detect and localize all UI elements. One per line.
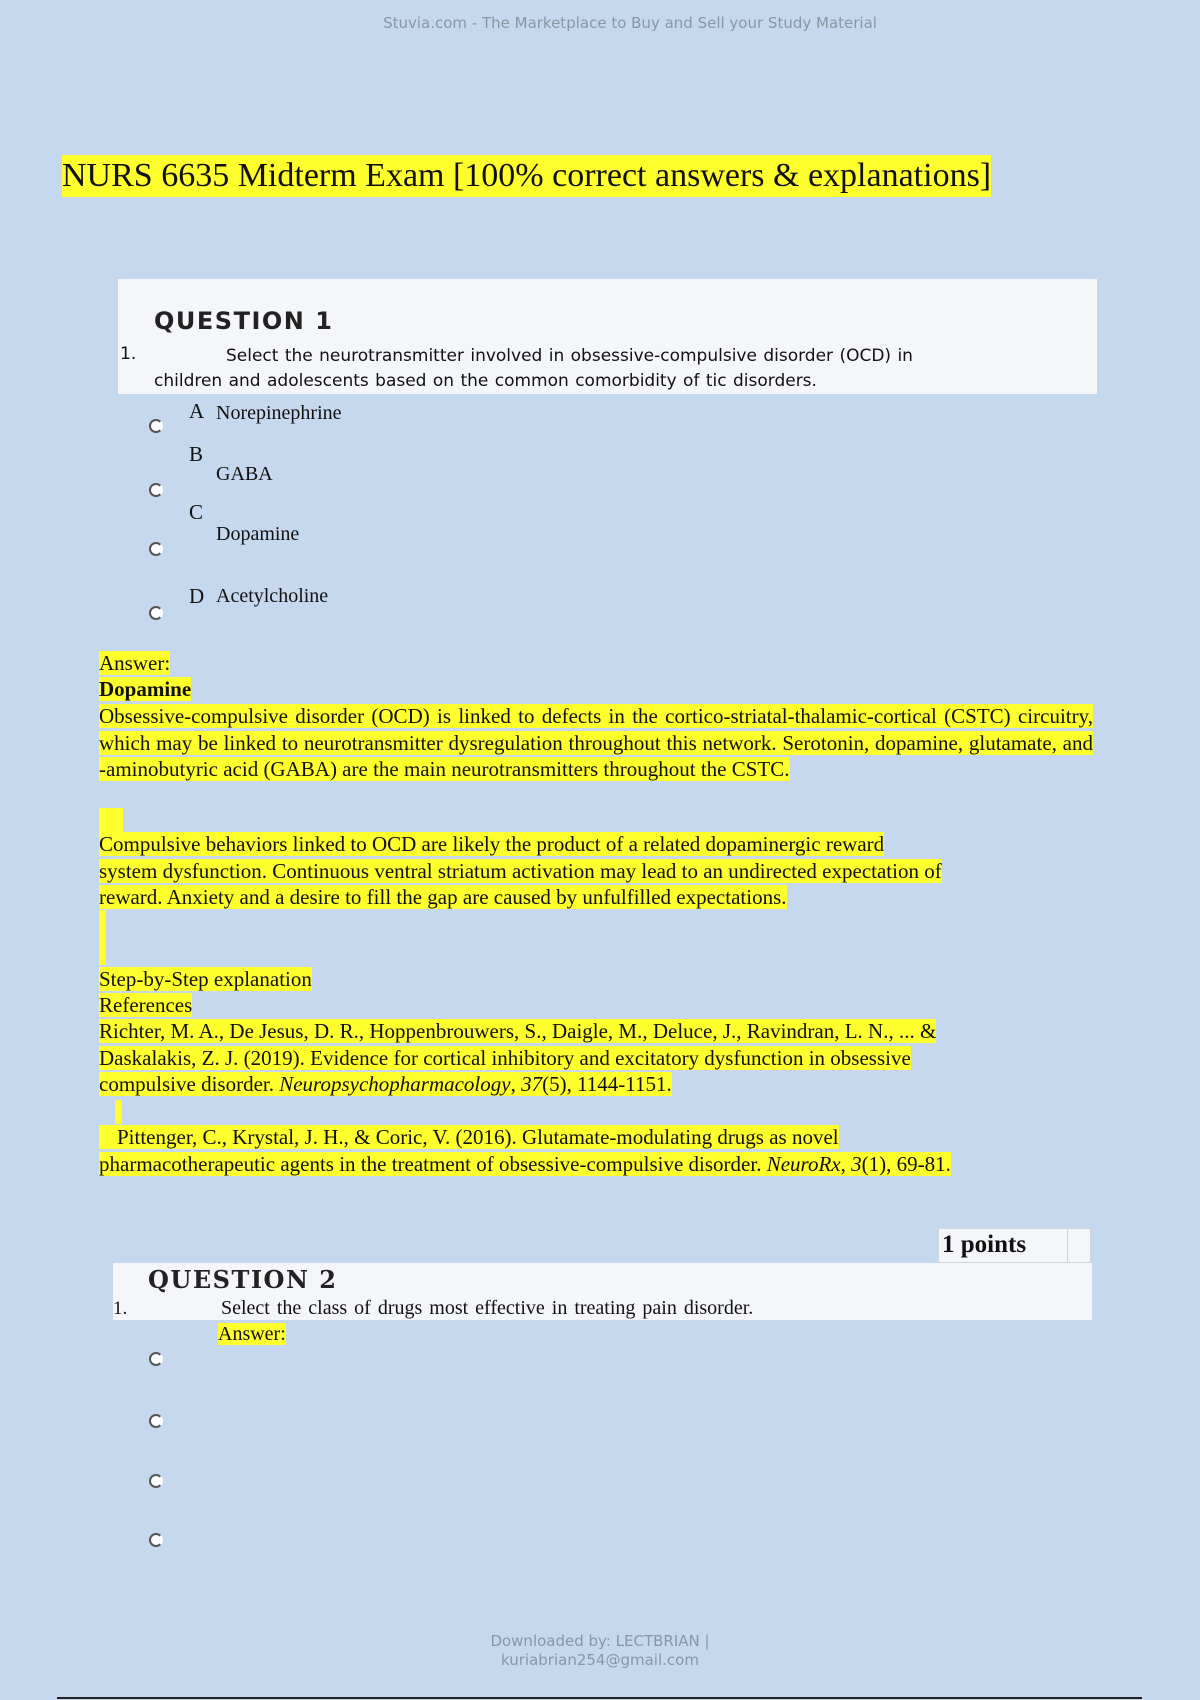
q2-option-3-radio[interactable] xyxy=(149,1474,163,1488)
highlight-marker xyxy=(99,808,123,833)
points-divider xyxy=(1067,1229,1068,1262)
question-2-heading: QUESTION 2 xyxy=(148,1265,338,1294)
footer-line-2: kuriabrian254@gmail.com xyxy=(501,1651,699,1669)
site-header: Stuvia.com - The Marketplace to Buy and Sell your Study Material xyxy=(383,14,877,32)
step-by-step-label: Step-by-Step explanation xyxy=(99,967,312,991)
option-c-text: Dopamine xyxy=(216,523,300,545)
option-a-letter: A xyxy=(189,399,205,423)
question-2-answer-label: Answer: xyxy=(218,1323,286,1345)
option-b-radio[interactable] xyxy=(149,483,163,497)
answer-value: Dopamine xyxy=(99,677,192,701)
option-b-letter: B xyxy=(189,442,204,466)
option-c-radio[interactable] xyxy=(149,542,163,556)
option-a-radio[interactable] xyxy=(149,419,163,433)
footer-divider xyxy=(57,1697,1142,1699)
explanation-paragraph-2: Compulsive behaviors linked to OCD are likely the product of a related dopaminergic reward system dysfunction. Continuous ventral striatum activation may lead to an undirected expectation of reward. Anxiety and a desire to fill the gap are caused by unfulfilled expectations. xyxy=(99,832,942,909)
q2-option-1-radio[interactable] xyxy=(149,1352,163,1366)
question-2-prompt: Select the class of drugs most effective in treating pain disorder. xyxy=(221,1297,754,1319)
footer-line-1: Downloaded by: LECTBRIAN | xyxy=(490,1632,710,1650)
option-d-letter: D xyxy=(189,584,205,608)
explanation-paragraph-1: Obsessive-compulsive disorder (OCD) is linked to defects in the cortico-striatal-thalamic-cortical (CSTC) circuitry, which may be linked to neurotransmitter dysregulation throughout this network. Serotonin, dopamine, glutamate, and -aminobutyric acid (GABA) are the main neurotransmitters throughout the CSTC. xyxy=(99,704,1093,781)
download-footer xyxy=(0,1632,1200,1670)
option-d-radio[interactable] xyxy=(149,606,163,620)
points-label: 1 points xyxy=(942,1231,1027,1258)
option-d-text: Acetylcholine xyxy=(216,585,329,607)
reference-1: Richter, M. A., De Jesus, D. R., Hoppenbrouwers, S., Daigle, M., Deluce, J., Ravindran, L. N., ... & Daskalakis, Z. J. (2019). Evidence for cortical inhibitory and excitatory dysfunction in obsessive compulsive disorder. Neuropsychopharmacology, 37(5), 1144-1151. xyxy=(99,1019,937,1096)
highlight-marker xyxy=(99,910,106,965)
option-a-text: Norepinephrine xyxy=(216,402,342,424)
question-1-prompt: Select the neurotransmitter involved in obsessive-compulsive disorder (OCD) in children and adolescents based on the common comorbidity of tic disorders. xyxy=(154,346,913,391)
option-b-text: GABA xyxy=(216,463,273,485)
q2-option-4-radio[interactable] xyxy=(149,1533,163,1547)
question-1-heading: QUESTION 1 xyxy=(154,307,334,335)
references-label: References xyxy=(99,993,193,1017)
highlight-marker xyxy=(115,1100,122,1124)
question-1-number: 1. xyxy=(120,344,137,364)
document-title: NURS 6635 Midterm Exam [100% correct answers & explanations] xyxy=(62,155,991,197)
q2-option-2-radio[interactable] xyxy=(149,1414,163,1428)
answer-label: Answer: xyxy=(99,651,171,675)
reference-2: Pittenger, C., Krystal, J. H., & Coric, V. (2016). Glutamate-modulating drugs as novel pharmacotherapeutic agents in the treatment of obsessive-compulsive disorder. NeuroRx, 3(1), 69-81. xyxy=(99,1125,951,1176)
question-2-number: 1. xyxy=(113,1298,128,1319)
option-c-letter: C xyxy=(189,500,204,524)
